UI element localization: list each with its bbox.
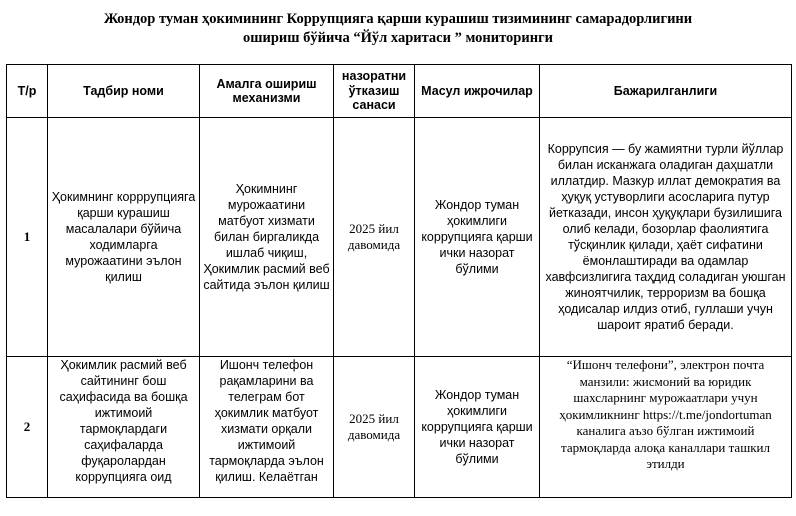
title-line-2: ошириш бўйича “Йўл харитаси ” мониторинги xyxy=(242,30,554,46)
row-deadline: 2025 йил давомида xyxy=(334,357,415,498)
document-title xyxy=(0,10,796,48)
row-num: 2 xyxy=(7,357,48,498)
table-row xyxy=(7,118,792,357)
title-line-1: Жондор туман ҳокимининг Коррупцияга қарши курашиш тизимининг самарадорлигини xyxy=(103,11,693,27)
row-event: Ҳокимлик расмий веб сайтининг бош саҳифасида ва бошқа ижтимоий тармоқлардаги саҳифаларда фуқаролардан коррупцияга оид xyxy=(48,357,200,498)
header-mechanism: Амалга ошириш механизми xyxy=(200,65,334,118)
header-done: Бажарилганлиги xyxy=(540,65,792,118)
header-responsible: Масул ижрочилар xyxy=(415,65,540,118)
header-num: Т/р xyxy=(7,65,48,118)
header-event: Тадбир номи xyxy=(48,65,200,118)
header-deadline: назоратни ўтказиш санаси xyxy=(334,65,415,118)
table-row xyxy=(7,357,792,498)
row-done: “Ишонч телефони”, электрон почта манзили: жисмоний ва юридик шахсларнинг мурожаатлари учун ҳокимликнинг https://t.me/jondortuman каналига аъзо бўлган ижтимоий тармоқларда алоқа каналлари ташкил этилди xyxy=(540,357,792,498)
row-mechanism: Ҳокимнинг мурожаатини матбуот хизмати билан биргаликда ишлаб чиқиш, Ҳокимлик расмий веб сайтида эълон қилиш xyxy=(200,118,334,357)
row-responsible: Жондор туман ҳокимлиги коррупцияга қарши ички назорат бўлими xyxy=(415,357,540,498)
row-responsible: Жондор туман ҳокимлиги коррупцияга қарши ички назорат бўлими xyxy=(415,118,540,357)
row-done: Коррупсия — бу жамиятни турли йўллар билан исканжага оладиган даҳшатли иллатдир. Мазкур иллат демократия ва ҳуқуқ устуворлиги асосларига путур йетказади, инсон ҳуқуқлари бузилишига олиб келади, бозорлар фаолиятига тўсқинлик қилади, ҳаёт сифатини ёмонлаштиради ва одамлар хавфсизлигига таҳдид соладиган уюшган жиноятчилик, терроризм ва бошқа ҳодисалар илдиз отиб, гуллаши учун шароит яратиб беради. xyxy=(540,118,792,357)
row-deadline: 2025 йил давомида xyxy=(334,118,415,357)
table-header-row xyxy=(7,65,792,118)
row-num: 1 xyxy=(7,118,48,357)
row-event: Ҳокимнинг корррупцияга қарши курашиш масалалари бўйича ходимларга мурожаатини эълон қилиш xyxy=(48,118,200,357)
monitoring-table xyxy=(6,64,792,498)
row-mechanism: Ишонч телефон рақамларини ва телеграм бот ҳокимлик матбуот хизмати орқали ижтимоий тармоқларда эълон қилиш. Келаётган xyxy=(200,357,334,498)
